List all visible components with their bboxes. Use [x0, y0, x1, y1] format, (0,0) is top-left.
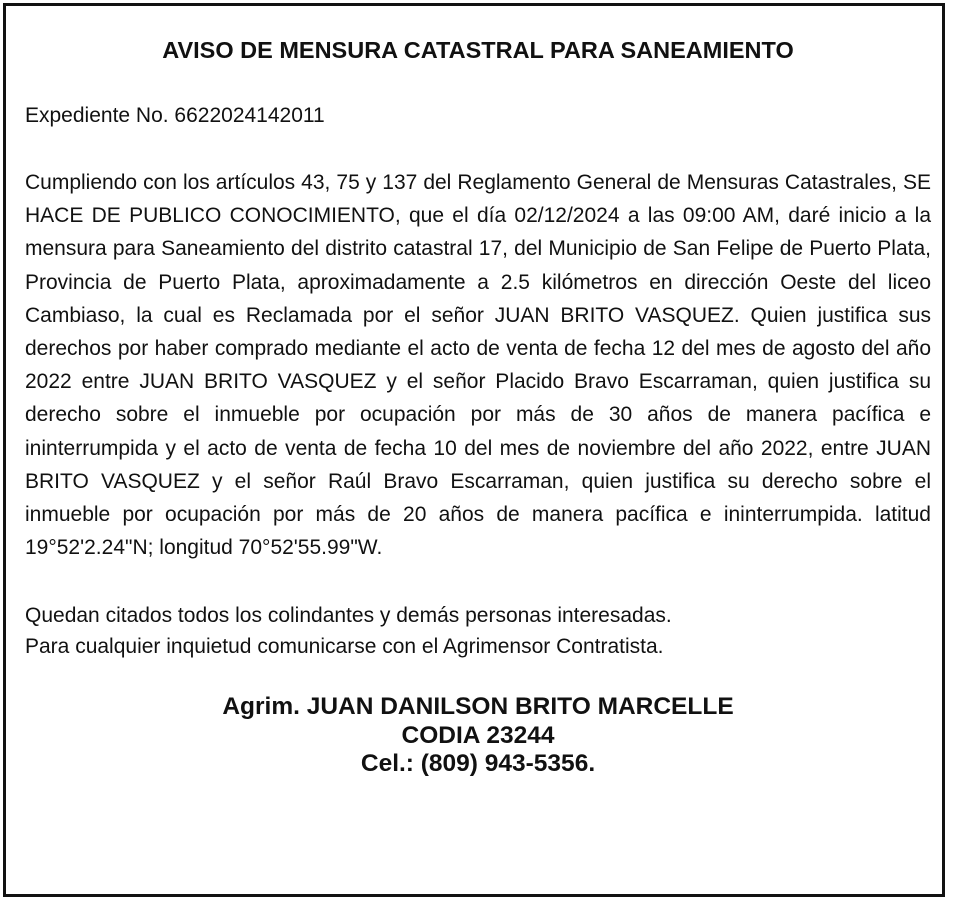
notice-content: [25, 36, 931, 779]
closing-statements: [25, 600, 931, 662]
expediente-number: Expediente No. 6622024142011: [25, 104, 325, 127]
signature-phone: Cel.: (809) 943-5356.: [360, 750, 596, 778]
signature-name: Agrim. JUAN DANILSON BRITO MARCELLE: [222, 693, 734, 721]
signature-block: [25, 693, 931, 779]
notice-body-paragraph: Cumpliendo con los artículos 43, 75 y 137 del Reglamento General de Mensuras Catastrales, SE HACE DE PUBLICO CONOCIMIENTO, que el día 02/12/2024 a las 09:00 AM, daré inicio a la mensura para Saneamiento del distrito catastral 17, del Municipio de San Felipe de Puerto Plata, Provincia de Puerto Plata, aproximadamente a 2.5 kilómetros en dirección Oeste del liceo Cambiaso, la cual es Reclamada por el señor JUAN BRITO VASQUEZ. Quien justifica sus derechos por haber comprado mediante el acto de venta de fecha 12 del mes de agosto del año 2022 entre JUAN BRITO VASQUEZ y el señor Placido Bravo Escarraman, quien justifica su derecho sobre el inmueble por ocupación por más de 30 años de manera pacífica e ininterrumpida y el acto de venta de fecha 10 del mes de noviembre del año 2022, entre JUAN BRITO VASQUEZ y el señor Raúl Bravo Escarraman, quien justifica su derecho sobre el inmueble por ocupación por más de 20 años de manera pacífica e ininterrumpida. latitud 19°52'2.24"N; longitud 70°52'55.99"W.: [25, 171, 931, 560]
notice-border: [3, 3, 945, 897]
closing-line-citation: Quedan citados todos los colindantes y demás personas interesadas.: [25, 604, 672, 628]
notice-title: AVISO DE MENSURA CATASTRAL PARA SANEAMIENTO: [162, 37, 794, 63]
signature-codia: CODIA 23244: [401, 721, 555, 749]
closing-line-contact: Para cualquier inquietud comunicarse con el Agrimensor Contratista.: [25, 635, 664, 659]
